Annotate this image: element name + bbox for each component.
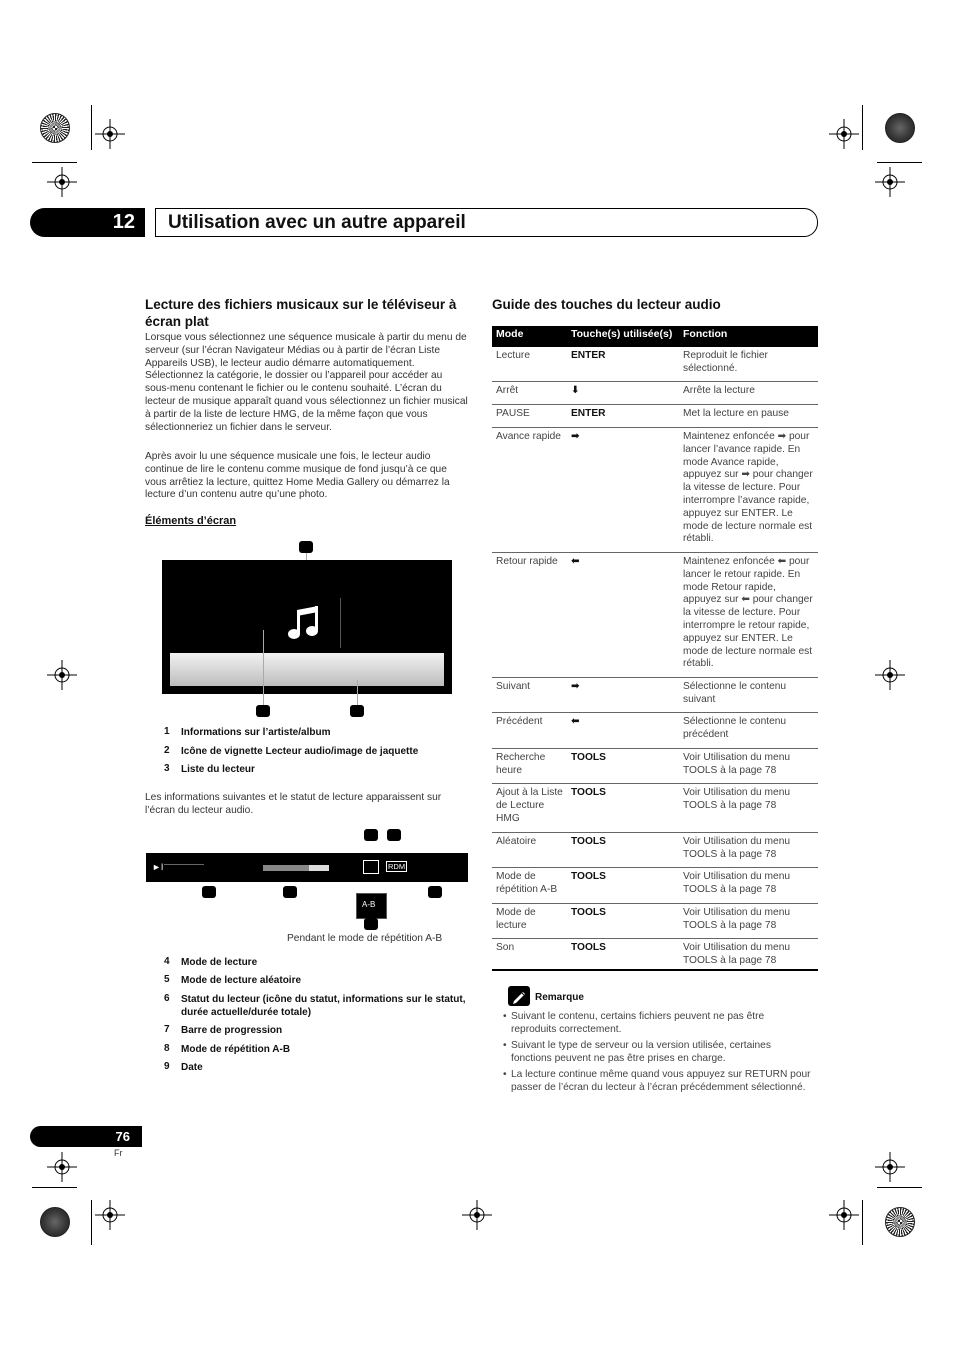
table-row: PAUSE ENTER Met la lecture en pause [492, 405, 818, 428]
color-bar-icon [885, 1207, 915, 1237]
table-row: Mode de répétition A-B TOOLS Voir Utilisation du menu TOOLS à la page 78 [492, 868, 818, 904]
table-header [492, 326, 818, 347]
progress-bar [263, 865, 329, 871]
ab-repeat-indicator [356, 893, 387, 919]
random-mode-label: RDM [388, 862, 406, 871]
registration-mark-icon [829, 119, 859, 149]
player-list-bar [170, 653, 444, 686]
table-row: Recherche heure TOOLS Voir Utilisation du menu TOOLS à la page 78 [492, 749, 818, 784]
column-header: Fonction [683, 328, 728, 340]
callout-marker [299, 541, 313, 553]
page-language: Fr [114, 1148, 123, 1158]
color-bar-icon [40, 1207, 70, 1237]
registration-mark-icon [47, 167, 77, 197]
table-row: Son TOOLS Voir Utilisation du menu TOOLS à la page 78 [496, 942, 791, 966]
color-bar-icon [885, 113, 915, 143]
table-row: Retour rapide ⬅ Maintenez enfoncée ⬅ pour lancer le retour rapide. En mode Retour rapide, appuyez sur ⬅ pour changer la vitesse de lecture. Pour interrompre le retour rapide, appuyez sur ENTER. Le mode de lecture normale est rétabli. [492, 553, 818, 678]
callout-marker [387, 829, 401, 841]
column-header: Touche(s) utilisée(s) [571, 328, 673, 340]
table-row: Mode de lecture TOOLS Voir Utilisation du menu TOOLS à la page 78 [492, 904, 818, 939]
table-row: Ajout à la Liste de Lecture HMG TOOLS Voir Utilisation du menu TOOLS à la page 78 [492, 784, 818, 833]
registration-mark-icon [875, 167, 905, 197]
divider [340, 598, 341, 648]
registration-mark-icon [875, 660, 905, 690]
subsection-screen-elements: Éléments d’écran [145, 515, 237, 527]
callout-marker [350, 705, 364, 717]
progress-fill [263, 865, 309, 871]
callout-marker [283, 886, 297, 898]
section-title-music: Lecture des fichiers musicaux sur le téléviseur à écran plat [145, 297, 457, 329]
callout-marker [364, 918, 378, 930]
registration-mark-icon [95, 119, 125, 149]
column-header: Mode [496, 328, 524, 340]
chapter-number: 12 [30, 208, 145, 237]
repeat-icon [363, 860, 379, 874]
color-bar-icon [40, 113, 70, 143]
status-paragraph: Les informations suivantes et le statut de lecture apparaissent sur l’écran du lecteur audio. [145, 792, 442, 816]
registration-mark-icon [829, 1200, 859, 1230]
intro-paragraph: Lorsque vous sélectionnez une séquence musicale à partir du menu de serveur (sur l’écran Navigateur Médias ou à partir de l’écran Liste Appareils USB), le lecteur audio démarre automatiquement. Sélectionnez la catégorie, le dossier ou l’appareil pour accéder au sous-menu contenant le fichier ou le contenu souhaité. L’écran du lecteur de musique apparaît quand vous sélectionnez un fichier musical à partir de la liste de lecture HMG, de la même façon que vous sélectionneriez un fichier dans le serveur. [145, 332, 468, 433]
status-info-line [164, 864, 204, 865]
play-icon: ►I [152, 862, 164, 872]
music-note-icon [287, 604, 327, 644]
table-row: Avance rapide ➡ Maintenez enfoncée ➡ pour lancer l’avance rapide. En mode Avance rapide, appuyez sur ➡ pour changer la vitesse de lecture. Pour interrompre l’avance rapide, appuyez sur ENTER. Le mode de lecture normale est rétabli. [492, 428, 818, 553]
chapter-title: Utilisation avec un autre appareil [168, 212, 466, 233]
table-row: Précédent ⬅ Sélectionne le contenu précédent [492, 713, 818, 749]
ab-repeat-label: A-B [362, 900, 376, 909]
audio-player-screen [162, 560, 452, 694]
ab-repeat-caption: Pendant le mode de répétition A-B [287, 933, 443, 944]
table-bottom-rule [492, 969, 818, 971]
status-elements-list: 4 Mode de lecture 5 Mode de lecture aléatoire 6 Statut du lecteur (icône du statut, informations sur le statut, durée actuelle/durée totale) 7 Barre de progression 8 Mode de répétition A-B 9 Date [164, 956, 466, 1073]
table-row: Arrêt ⬇ Arrête la lecture [492, 382, 818, 405]
table-row: Suivant ➡ Sélectionne le contenu suivant [492, 678, 818, 713]
table-row: Aléatoire TOOLS Voir Utilisation du menu TOOLS à la page 78 [492, 833, 818, 868]
callout-marker [428, 886, 442, 898]
background-music-paragraph: Après avoir lu une séquence musicale une fois, le lecteur audio continue de lire le contenu comme musique de fond jusqu’à ce que vous arrêtiez la lecture, quittez Home Media Gallery ou démarrez la lecture d’un contenu autre qu’une photo. [145, 451, 450, 501]
registration-mark-icon [875, 1152, 905, 1182]
callout-marker [202, 886, 216, 898]
registration-mark-icon [47, 660, 77, 690]
table-row: Lecture ENTER Reproduit le fichier sélectionné. [492, 347, 818, 382]
callout-line [357, 680, 358, 706]
callout-marker [364, 829, 378, 841]
callout-line [263, 630, 264, 706]
player-status-bar [146, 853, 468, 882]
registration-mark-icon [462, 1200, 492, 1230]
keys-table [492, 326, 818, 973]
registration-mark-icon [47, 1152, 77, 1182]
callout-marker [256, 705, 270, 717]
section-title-keys: Guide des touches du lecteur audio [492, 297, 721, 312]
registration-mark-icon [95, 1200, 125, 1230]
page-number: 76 [30, 1126, 142, 1147]
note-title: Remarque [535, 992, 584, 1003]
pencil-note-icon [508, 986, 530, 1006]
screen-elements-list: 1 Informations sur l’artiste/album 2 Icône de vignette Lecteur audio/image de jaquette 3 Liste du lecteur [164, 726, 419, 775]
